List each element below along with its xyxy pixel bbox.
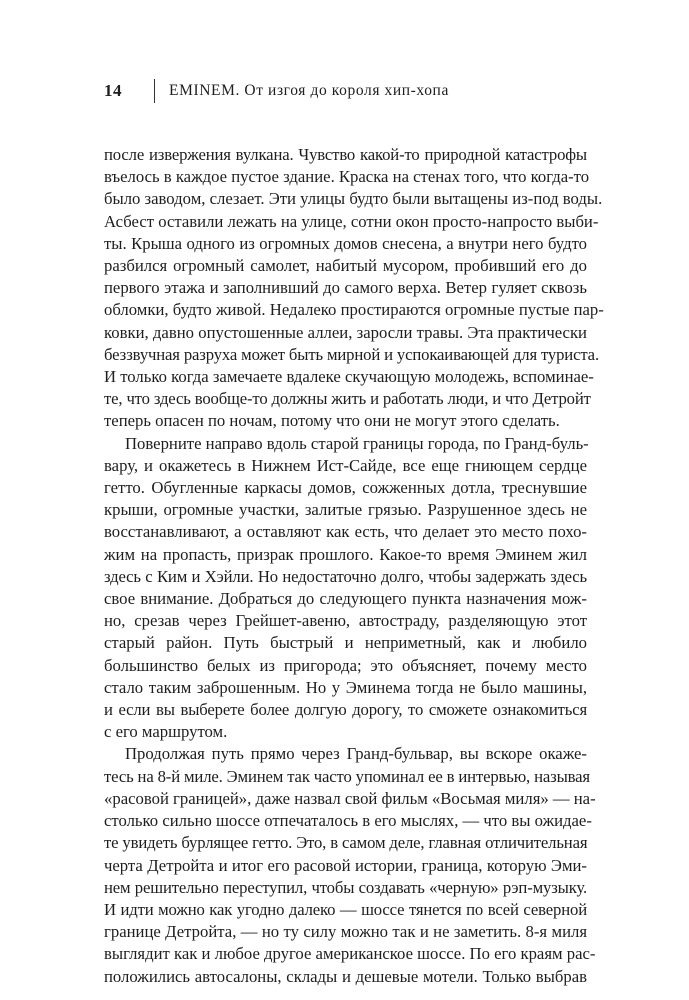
text-line: здесь с Ким и Хэйли. Но недостаточно долго, чтобы задержать здесь xyxy=(104,566,587,586)
running-title: EMINEM. От изгоя до короля хип-хопа xyxy=(169,82,449,99)
text-line: «расовой границей», даже назвал свой фильм «Восьмая миля» — на- xyxy=(104,788,596,808)
text-line: и если вы выберете более долгую дорогу, то сможете ознакомиться xyxy=(104,700,587,720)
body-text xyxy=(104,144,604,988)
paragraph-1 xyxy=(104,144,604,433)
text-line: восстанавливают, а оставляют как есть, что делает это место похо- xyxy=(104,522,587,542)
paragraph-3 xyxy=(104,743,596,987)
running-header xyxy=(104,79,449,103)
text-line: черта Детройта и итог его расовой истории, граница, которую Эми- xyxy=(104,855,587,875)
text-line: ты. Крыша одного из огромных домов снесена, а внутри него будто xyxy=(104,233,587,253)
text-line: нем решительно переступил, чтобы создавать «черную» рэп-музыку. xyxy=(104,877,587,897)
text-line: те увидеть бурлящее гетто. Это, в самом деле, главная отличительная xyxy=(104,833,588,853)
text-line: въелось в каждое пустое здание. Краска на стенах того, что когда-то xyxy=(104,167,590,187)
text-line: свое внимание. Добраться до следующего пункта назначения мож- xyxy=(104,589,587,609)
text-line: было заводом, слезает. Эти улицы будто были вытащены из-под воды. xyxy=(104,189,603,209)
text-line: тесь на 8-й миле. Эминем так часто упоминал ее в интервью, называя xyxy=(104,766,590,786)
paragraph-2 xyxy=(104,433,587,744)
text-line: беззвучная разруха может быть мирной и успокаивающей для туриста. xyxy=(104,344,599,364)
text-line: после извержения вулкана. Чувство какой-то природной катастрофы xyxy=(104,145,587,164)
text-line: старый район. Путь быстрый и неприметный, как и любило xyxy=(104,633,587,653)
text-line: жим на пропасть, призрак прошлого. Какое-то время Эминем жил xyxy=(104,544,587,564)
text-line: ковки, давно опустошенные аллеи, заросли травы. Эта практически xyxy=(104,322,587,342)
text-line: границе Детройта, — но ту силу можно так и не заметить. 8-я миля xyxy=(104,922,587,942)
text-line: выглядит как и любое другое американское шоссе. По его краям рас- xyxy=(104,944,596,964)
text-line: крыши, огромные участки, залитые грязью. Разрушенное здесь не xyxy=(104,500,587,520)
text-line: гетто. Обугленные каркасы домов, сожженных дотла, треснувшие xyxy=(104,478,587,498)
text-line: Продолжая путь прямо через Гранд-бульвар, вы вскоре окаже- xyxy=(125,744,587,764)
text-line: первого этажа и заполнивший до самого верха. Ветер гуляет сквозь xyxy=(104,278,587,298)
text-line: стало таким заброшенным. Но у Эминема тогда не было машины, xyxy=(104,677,587,697)
text-line: И идти можно как угодно далеко — шоссе тянется по всей северной xyxy=(104,899,587,919)
text-line: с его маршрутом. xyxy=(104,722,228,742)
text-line: Поверните направо вдоль старой границы города, по Гранд-буль- xyxy=(125,433,589,453)
text-line: но, срезав через Грейшет-авеню, автостраду, разделяющую этот xyxy=(104,611,587,631)
text-line: обломки, будто живой. Недалеко простираются огромные пустые пар- xyxy=(104,300,604,320)
text-line: большинство белых из пригорода; это объясняет, почему место xyxy=(104,655,587,675)
page-number: 14 xyxy=(104,81,122,100)
text-line: Асбест оставили лежать на улице, сотни окон просто-напросто выби- xyxy=(104,211,599,231)
text-line: те, что здесь вообще-то должны жить и работать люди, и что Детройт xyxy=(104,389,591,409)
text-line: разбился огромный самолет, набитый мусором, пробивший его до xyxy=(104,256,587,276)
text-line: вару, и окажетесь в Нижнем Ист-Сайде, все еще гниющем сердце xyxy=(104,455,587,475)
text-line: положились автосалоны, склады и дешевые мотели. Только выбрав xyxy=(104,966,587,986)
text-line: столько сильно шоссе отпечаталось в его мыслях, — что вы ожидае- xyxy=(104,811,592,831)
header-divider xyxy=(154,79,155,103)
text-line: теперь опасен по ночам, потому что они не могут этого сделать. xyxy=(104,411,560,431)
text-line: И только когда замечаете вдалеке скучающую молодежь, вспоминае- xyxy=(104,367,594,387)
